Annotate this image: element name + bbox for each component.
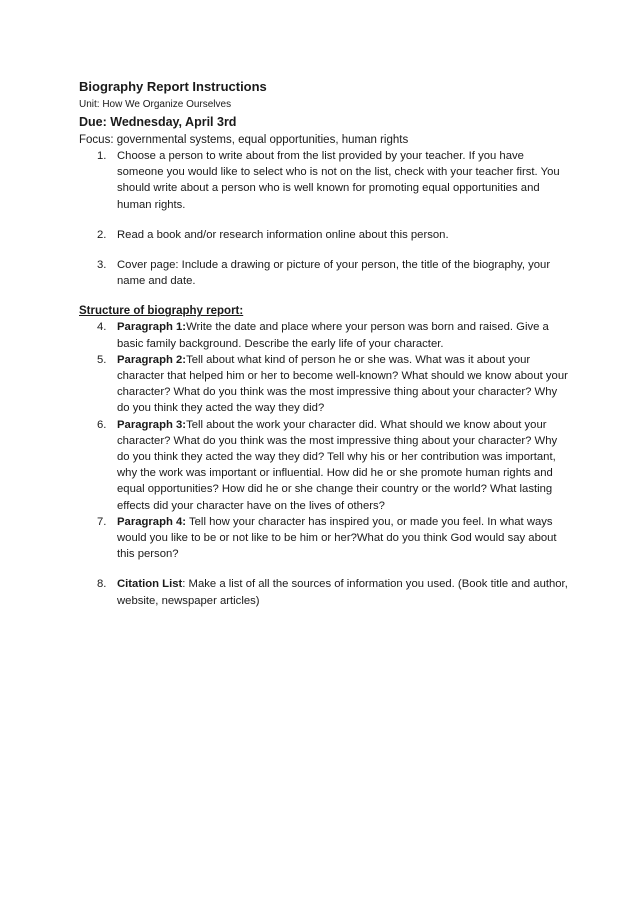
item-text: Tell how your character has inspired you, or made you feel. In what ways would you like to be or not like to be him or her?What do you think God would say about this person? [117,515,557,561]
item-label: Paragraph 1: [117,321,187,334]
list-item [79,227,569,243]
item-label: Citation List [117,578,183,591]
list-item [79,514,569,563]
list-item [79,352,569,417]
item-number: 7. [97,515,107,528]
item-label: Paragraph 4: [117,515,187,528]
item-label: Paragraph 3: [117,418,187,431]
item-text: : Make a list of all the sources of information you used. (Book title and author, website, newspaper articles) [117,578,568,607]
list-item [79,257,569,289]
item-number: 5. [97,353,107,366]
item-label: Paragraph 2: [117,353,187,366]
list-item [79,576,569,608]
structure-heading: Structure of biography report: [79,305,244,318]
focus-line: Focus: governmental systems, equal opportunities, human rights [79,134,409,146]
list-item [79,417,569,514]
list-item [79,319,569,351]
item-number: 4. [97,321,107,334]
item-text: Cover page: Include a drawing or picture of your person, the title of the biography, your name and date. [117,259,551,288]
due-date-line: Due: Wednesday, April 3rd [79,115,237,129]
structure-list [79,319,569,608]
item-number: 8. [97,578,107,591]
item-text: Tell about what kind of person he or she was. What was it about your character that helped him or her to become well-known? What should we know about your character? What do you think was the most impressive thing about your character? Why do you think they acted the way they did? [117,353,568,415]
item-number: 1. [97,150,107,162]
instructions-list [79,148,569,289]
item-text: Write the date and place where your person was born and raised. Give a basic family background. Describe the early life of your character. [117,321,549,350]
item-text: Choose a person to write about from the list provided by your teacher. If you have someone you would like to select who is not on the list, check with your teacher first. You should write about a person who is well known for promoting equal opportunities and human rights. [117,150,560,211]
item-text: Tell about the work your character did. What should we know about your character? What do you think was the most impressive thing about your character? Why do you think they acted the way they did? Tell why his or her contribution was important, why the work was important or influential. How did he or she promote human rights and equal opportunities? How did he or she change their country or the world? What lasting effects did your character have on the lives of others? [117,418,558,512]
document-title: Biography Report Instructions [79,79,267,94]
item-number: 3. [97,259,107,272]
item-number: 6. [97,418,107,431]
unit-line: Unit: How We Organize Ourselves [79,99,232,110]
item-number: 2. [97,228,107,241]
list-item [79,148,569,213]
document-content [79,78,569,609]
item-text: Read a book and/or research information online about this person. [117,228,449,241]
